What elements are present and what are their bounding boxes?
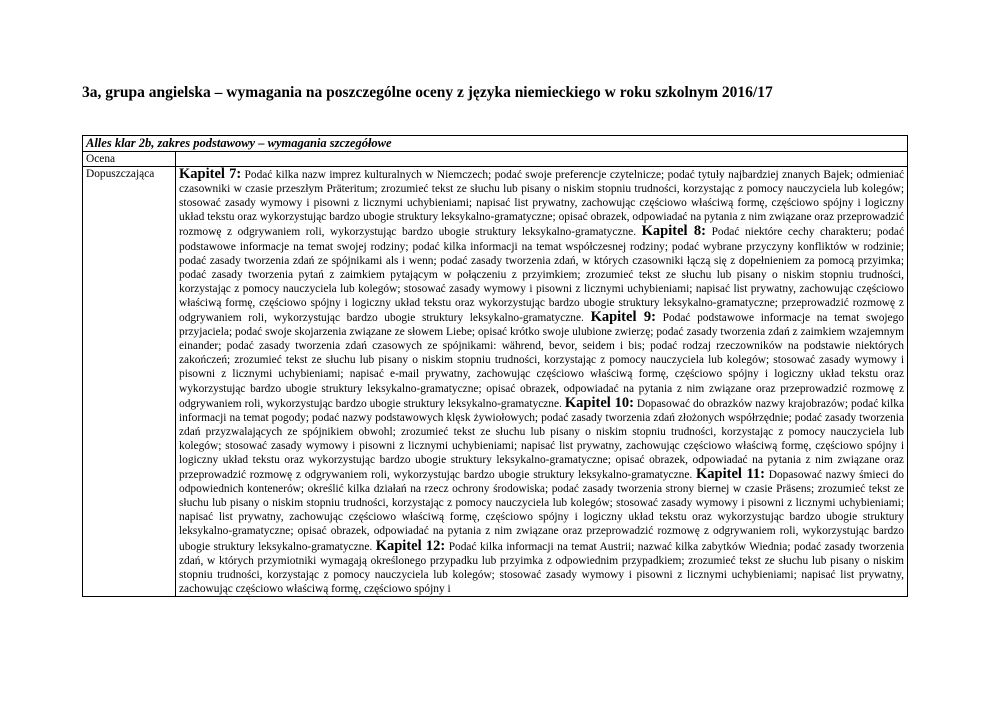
grade-header-row — [83, 152, 908, 167]
chapter-label-12: Kapitel 12: — [375, 537, 446, 554]
grade-label: Ocena — [83, 152, 176, 167]
chapter-text-10: Dopasować do obrazków nazwy krajobrazów; podać kilka informacji na temat pogody; podać nazwy podstawowych klęsk żywiołowych; podać zasady tworzenia zdań złożonych współrzędnie; podać zasady tworzenia zdań przyzwalających ze spójnikiem obwohl; zrozumieć tekst ze słuchu lub pisany o niskim stopniu trudności, korzystając z pomocy nauczyciela lub kolegów; stosować zasady wymowy i pisowni z licznymi uchybieniami; napisać list prywatny, zachowując częściowo właściwą formę, częściowo spójny i logiczny układ tekstu oraz wykorzystując bardzo ubogie struktury leksykalno-gramatyczne; opisać obrazek, odpowiadać na pytania z nim związane oraz przeprowadzić rozmowę z odgrywaniem roli, wykorzystując bardzo ubogie struktury leksykalno-gramatyczne. — [179, 397, 905, 482]
chapter-label-7: Kapitel 7: — [179, 166, 242, 183]
table-row — [83, 167, 908, 597]
chapter-text-9: Podać podstawowe informacje na temat swojego przyjaciela; podać swoje skojarzenia związane ze słowem Liebe; opisać krótko swoje ulubione zwierzę; podać zasady tworzenia zdań z zaimkiem wzajemnym einander; podać zasady tworzenia zdań czasowych ze spójnikami: während, bevor, seidem i bis; podać rodzaj rzeczowników na podstawie niektórych zakończeń; zrozumieć tekst ze słuchu lub pisany o niskim stopniu trudności, korzystając z pomocy nauczyciela lub kolegów; stosować zasady wymowy i pisowni z licznymi uchybieniami; napisać e-mail prywatny, zachowując częściowo właściwą formę, częściowo spójny i logiczny układ tekstu oraz wykorzystując bardzo ubogie struktury leksykalno-gramatyczne; opisać obrazek, odpowiadać na pytania z nim związane oraz przeprowadzić rozmowę z odgrywaniem roli, wykorzystując bardzo ubogie struktury leksykalno-gramatyczne. — [179, 312, 905, 410]
chapter-text-7: Podać kilka nazw imprez kulturalnych w Niemczech; podać swoje preferencje czytelnicze; podać tytuły najbardziej znanych Bajek; odmieniać czasowniki w czasie przeszłym Präteritum; zrozumieć tekst ze słuchu lub pisany o niskim stopniu trudności, korzystając z pomocy nauczyciela lub kolegów; stosować zasady wymowy i pisowni z licznymi uchybieniami; napisać list prywatny, zachowując częściowo właściwą formę, częściowo spójny i logiczny układ tekstu oraz wykorzystując bardzo ubogie struktury leksykalno-gramatyczne; opisać obrazek, odpowiadać na pytania z nim związane oraz przeprowadzić rozmowę z odgrywaniem roli, wykorzystując bardzo ubogie struktury leksykalno-gramatyczne. — [179, 169, 904, 239]
chapter-text-8: Podać niektóre cechy charakteru; podać podstawowe informacje na temat swojej rodziny; podać kilka informacji na temat współczesnej rodziny; podać wybrane przyczyny konfliktów w rodzinie; podać zasady tworzenia zdań ze spójnikami als i wenn; podać zasady tworzenia zdań, w których czasowniki łączą się z dopełnieniem za pomocą przyimka; podać zasady tworzenia pytań z zaimkiem pytającym w połączeniu z przyimkiem; zrozumieć tekst ze słuchu lub pisany o niskim stopniu trudności, korzystając z pomocy nauczyciela lub kolegów; stosować zasady wymowy i pisowni z licznymi uchybieniami; napisać list prywatny, zachowując częściowo właściwą formę, częściowo spójny i logiczny układ tekstu oraz wykorzystując bardzo ubogie struktury leksykalno-gramatyczne; przeprowadzić rozmowę z odgrywaniem roli, wykorzystując bardzo ubogie struktury leksykalno-gramatyczne. — [179, 226, 905, 325]
chapter-text-11: Dopasować nazwy śmieci do odpowiednich kontenerów; określić kilka działań na rzecz ochrony środowiska; podać zasady tworzenia strony biernej w czasie Präsens; zrozumieć tekst ze słuchu lub pisany o niskim stopniu trudności, korzystając z pomocy nauczyciela lub kolegów; stosować zasady wymowy i pisowni z licznymi uchybieniami; napisać list prywatny, zachowując częściowo właściwą formę, częściowo spójny i logiczny układ tekstu oraz wykorzystując bardzo ubogie struktury leksykalno-gramatyczne; opisać obrazek, odpowiadać na pytania z nim związane oraz przeprowadzić rozmowę z odgrywaniem roli, wykorzystując bardzo ubogie struktury leksykalno-gramatyczne. — [179, 469, 904, 553]
table-header: Alles klar 2b, zakres podstawowy – wymagania szczegółowe — [83, 136, 908, 152]
table-header-row — [83, 136, 908, 152]
chapter-label-8: Kapitel 8: — [641, 223, 706, 240]
requirements-table — [82, 135, 908, 597]
chapter-text-12: Podać kilka informacji na temat Austrii; nazwać kilka zabytków Wiednia; podać zasady tworzenia zdań, w których przymiotniki wymagają określonego przypadku lub przyimka z odpowiednim przypadkiem; zrozumieć tekst ze słuchu lub pisany o niskim stopniu trudności, korzystając z pomocy nauczyciela lub kolegów; stosować zasady wymowy i pisowni z licznymi uchybieniami; napisać list prywatny, zachowując częściowo właściwą formę, częściowo spójny i — [179, 540, 904, 595]
requirements-text — [176, 167, 908, 597]
row-label: Dopuszczająca — [83, 167, 176, 597]
chapter-label-11: Kapitel 11: — [696, 466, 765, 483]
chapter-label-10: Kapitel 10: — [564, 394, 634, 411]
chapter-label-9: Kapitel 9: — [590, 309, 656, 326]
page-title: 3a, grupa angielska – wymagania na poszczególne oceny z języka niemieckiego w roku szkolnym 2016/17 — [82, 84, 773, 101]
grade-value — [176, 152, 908, 167]
